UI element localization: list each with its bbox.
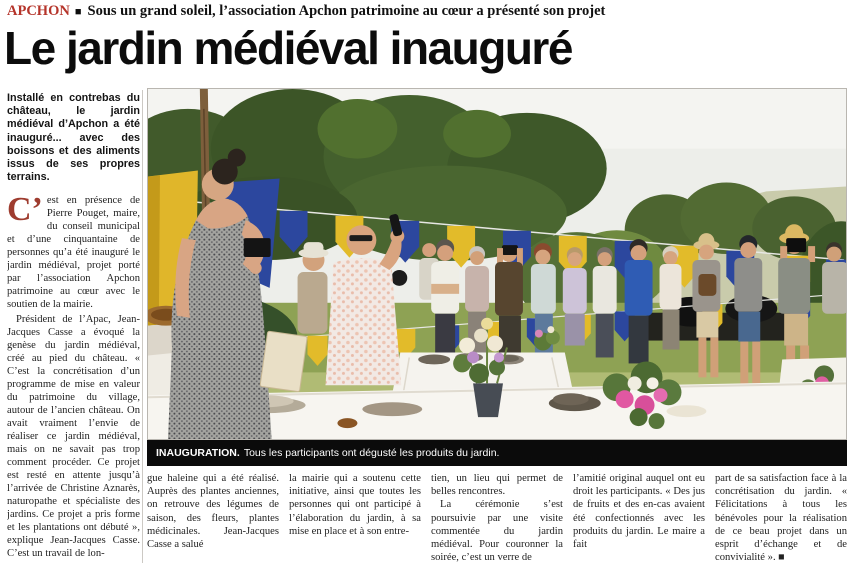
article-column-2 xyxy=(147,472,279,563)
article-photo xyxy=(147,88,847,440)
dropcap: C’ xyxy=(7,191,43,229)
column-divider xyxy=(142,90,143,563)
headline: Le jardin médiéval inauguré xyxy=(4,22,572,74)
section-tag: APCHON xyxy=(7,3,70,19)
article-column-6 xyxy=(715,472,847,563)
body-text-column-1 xyxy=(7,191,140,560)
article-column-1 xyxy=(7,92,140,563)
kicker xyxy=(7,3,605,20)
caption-label: INAUGURATION. xyxy=(156,447,240,459)
caption-text: Tous les participants ont dégusté les produits du jardin. xyxy=(243,447,500,459)
article-column-3 xyxy=(289,472,421,563)
lead-paragraph: Installé en contrebas du château, le jardin médiéval d’Apchon a été inauguré... avec des boissons et des aliments issus de ses propres terrains. xyxy=(7,92,140,184)
photo-caption xyxy=(147,440,847,466)
kicker-text: Sous un grand soleil, l’association Apchon patrimoine au cœur a présenté son projet xyxy=(87,3,606,19)
paragraph: tien, un lieu qui permet de belles rencontres. xyxy=(431,473,563,498)
paragraph: Président de l’Apac, Jean-Jacques Casse a évoqué la genèse du jardin médiéval, créé au pied du château. « C’est la concrétisation d’un programme de mise en valeur du patrimoine du village, autour de l’ancien château. On avait vraiment l’envie de réaliser ce jardin médiéval, mais on ne savait pas trop comment procéder. Ce projet est resté en attente jusqu’à l’arrivée de Christine Aznarès, naturopathe et spécialiste des jardins. Ce projet a pris forme et les plantations ont débuté », explique Jean-Jacques Casse. C’est un travail de lon- xyxy=(7,314,140,560)
paragraph: part de sa satisfaction face à la concrétisation du jardin. « Félicitations à tous les bénévoles pour la réalisation de ce beau projet dans un esprit d’échange et de convivialité ». ■ xyxy=(715,473,847,563)
article-column-5 xyxy=(573,472,705,563)
square-bullet-icon: ■ xyxy=(74,6,82,18)
paragraph: La cérémonie s’est poursuivie par une visite commentée du jardin médiéval. Pour couronner la soirée, c’est un verre de xyxy=(431,499,563,563)
paragraph: la mairie qui a soutenu cette initiative, ainsi que toutes les personnes qui ont participé à l’élaboration du jardin, à sa mise en place et à son entre- xyxy=(289,473,421,537)
bucket-hat-person xyxy=(298,242,329,333)
article-photo-block xyxy=(147,88,847,466)
paragraph: gue haleine qui a été réalisé. Auprès des plantes anciennes, on retrouve des légumes de saison, des fleurs, plantes médicinales. Jean-Jacques Casse a salué xyxy=(147,473,279,551)
article-bottom-columns xyxy=(147,472,847,563)
paragraph-text: est en présence de Pierre Pouget, maire, du conseil municipal et d’une cinquantaine de personnes qu’a été inauguré le jardin médiéval, projet porté par l’association Apchon patrimoine au cœur avec le soutien de la mairie. xyxy=(7,195,140,311)
paragraph: l’amitié original auquel ont eu droit les participants. « Des jus de fruits et des en-cas avaient été confectionnés avec les produits du jardin. Le maire a fait xyxy=(573,473,705,551)
article-column-4 xyxy=(431,472,563,563)
paragraph xyxy=(7,191,140,311)
